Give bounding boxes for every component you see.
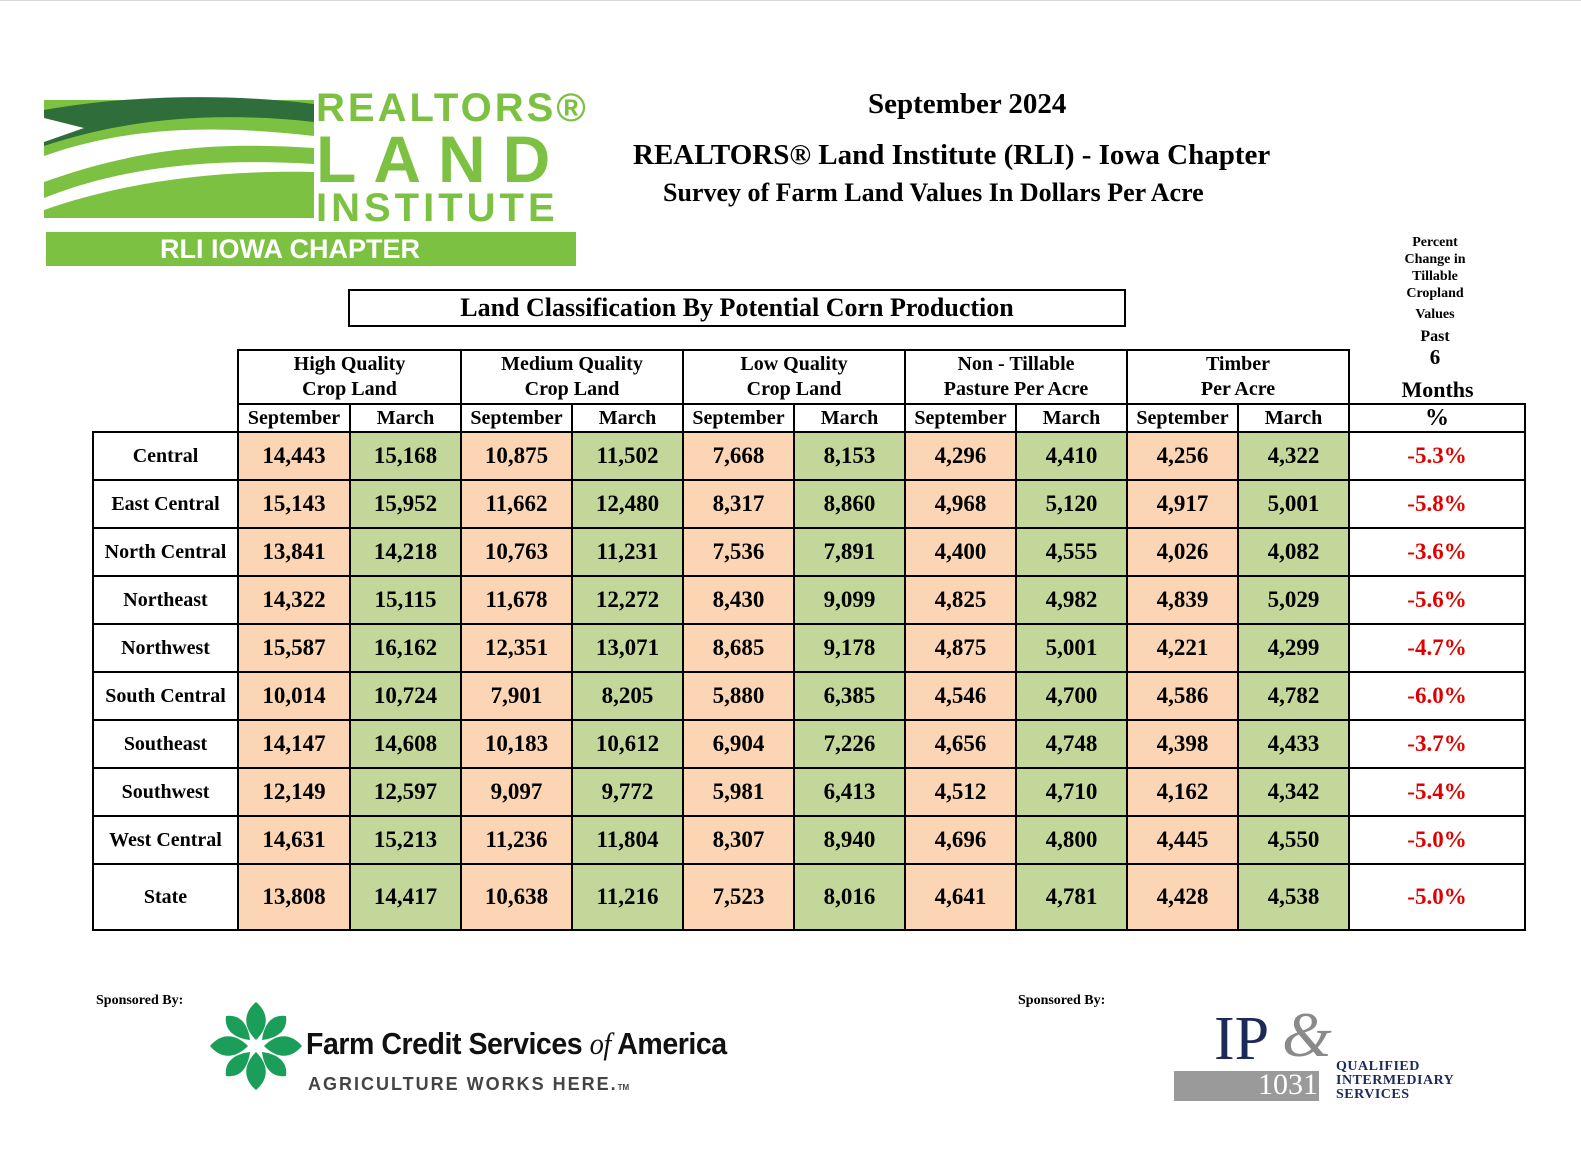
september-value: 11,678: [461, 576, 572, 624]
march-value: 4,555: [1016, 528, 1127, 576]
september-value: 4,696: [905, 816, 1016, 864]
top-divider: [0, 0, 1581, 1]
march-value: 11,804: [572, 816, 683, 864]
september-value: 5,981: [683, 768, 794, 816]
table-row: [93, 576, 1525, 624]
percent-change-value: -3.6%: [1349, 528, 1525, 576]
sponsor-label-right: Sponsored By:: [1018, 993, 1106, 1008]
september-value: 8,307: [683, 816, 794, 864]
farm-credit-services-logo: [208, 998, 728, 1098]
september-value: 4,875: [905, 624, 1016, 672]
percent-change-value: -5.0%: [1349, 864, 1525, 930]
september-value: 8,317: [683, 480, 794, 528]
region-name: West Central: [93, 816, 238, 864]
march-value: 4,800: [1016, 816, 1127, 864]
march-value: 11,502: [572, 432, 683, 480]
march-value: 4,550: [1238, 816, 1349, 864]
march-value: 7,226: [794, 720, 905, 768]
march-value: 15,168: [350, 432, 461, 480]
september-value: 7,901: [461, 672, 572, 720]
march-value: 4,299: [1238, 624, 1349, 672]
september-value: 15,587: [238, 624, 350, 672]
ipe-number: 1031: [1258, 1068, 1318, 1101]
september-value: 6,904: [683, 720, 794, 768]
percent-change-value: -5.6%: [1349, 576, 1525, 624]
march-value: 16,162: [350, 624, 461, 672]
group-header-non-tillable: Non - Tillable Pasture Per Acre: [905, 350, 1127, 404]
september-value: 8,430: [683, 576, 794, 624]
march-value: 6,413: [794, 768, 905, 816]
table-row: [93, 816, 1525, 864]
september-value: 10,014: [238, 672, 350, 720]
ipe-1031-logo: [1174, 999, 1474, 1104]
table-row: [93, 480, 1525, 528]
march-value: 8,153: [794, 432, 905, 480]
report-date: September 2024: [868, 88, 1067, 120]
region-name: Northwest: [93, 624, 238, 672]
fcs-tagline: AGRICULTURE WORKS HERE.TM: [308, 1074, 630, 1094]
percent-change-value: -5.4%: [1349, 768, 1525, 816]
september-value: 11,662: [461, 480, 572, 528]
march-value: 4,982: [1016, 576, 1127, 624]
september-value: 4,917: [1127, 480, 1238, 528]
march-value: 8,860: [794, 480, 905, 528]
pct-head-line: Cropland: [1406, 286, 1464, 301]
percent-change-value: -6.0%: [1349, 672, 1525, 720]
table-row: [93, 624, 1525, 672]
march-value: 4,782: [1238, 672, 1349, 720]
september-value: 11,236: [461, 816, 572, 864]
september-value: 8,685: [683, 624, 794, 672]
subheader-march: March: [1238, 404, 1349, 432]
table-row: [93, 528, 1525, 576]
september-value: 14,147: [238, 720, 350, 768]
table-row: [93, 768, 1525, 816]
september-value: 4,656: [905, 720, 1016, 768]
table-row: [93, 432, 1525, 480]
september-value: 4,546: [905, 672, 1016, 720]
logo-realtors-text: REALTORS®: [316, 86, 589, 130]
subheader-september: September: [238, 404, 350, 432]
subheader-march: March: [1016, 404, 1127, 432]
march-value: 10,724: [350, 672, 461, 720]
march-value: 15,213: [350, 816, 461, 864]
march-value: 12,272: [572, 576, 683, 624]
land-values-table: [92, 349, 1526, 931]
march-value: 13,071: [572, 624, 683, 672]
september-value: 4,512: [905, 768, 1016, 816]
march-value: 4,748: [1016, 720, 1127, 768]
subheader-september: September: [683, 404, 794, 432]
september-value: 4,641: [905, 864, 1016, 930]
september-value: 7,523: [683, 864, 794, 930]
september-value: 4,162: [1127, 768, 1238, 816]
march-value: 4,538: [1238, 864, 1349, 930]
classification-title: Land Classification By Potential Corn Production: [348, 289, 1126, 327]
september-value: 10,875: [461, 432, 572, 480]
percent-change-value: -4.7%: [1349, 624, 1525, 672]
september-value: 12,149: [238, 768, 350, 816]
march-value: 5,120: [1016, 480, 1127, 528]
september-value: 15,143: [238, 480, 350, 528]
march-value: 4,781: [1016, 864, 1127, 930]
field-graphic-icon: [44, 86, 314, 231]
subheader-percent: %: [1349, 404, 1525, 432]
percent-change-value: -3.7%: [1349, 720, 1525, 768]
region-name: Southwest: [93, 768, 238, 816]
march-value: 8,016: [794, 864, 905, 930]
fcs-name: Farm Credit Services of America: [306, 1026, 727, 1061]
march-value: 14,608: [350, 720, 461, 768]
region-name: South Central: [93, 672, 238, 720]
region-name: North Central: [93, 528, 238, 576]
september-value: 13,841: [238, 528, 350, 576]
rli-iowa-logo: [44, 86, 594, 271]
march-value: 7,891: [794, 528, 905, 576]
logo-institute-text: INSTITUTE: [316, 186, 559, 230]
march-value: 4,410: [1016, 432, 1127, 480]
september-value: 4,400: [905, 528, 1016, 576]
march-value: 5,001: [1238, 480, 1349, 528]
september-value: 4,839: [1127, 576, 1238, 624]
group-header-timber: Timber Per Acre: [1127, 350, 1349, 404]
march-value: 4,342: [1238, 768, 1349, 816]
table-row: [93, 720, 1525, 768]
subheader-september: September: [905, 404, 1016, 432]
logo-land-text: LAND: [316, 122, 568, 196]
fcs-leaf-icon: [208, 998, 304, 1094]
pct-head-line: Percent: [1412, 235, 1458, 250]
september-value: 4,825: [905, 576, 1016, 624]
september-value: 4,428: [1127, 864, 1238, 930]
march-value: 6,385: [794, 672, 905, 720]
march-value: 8,205: [572, 672, 683, 720]
report-subtitle: Survey of Farm Land Values In Dollars Per Acre: [663, 178, 1204, 207]
march-value: 4,433: [1238, 720, 1349, 768]
ipe-description: QUALIFIED INTERMEDIARY SERVICES: [1336, 1059, 1455, 1102]
region-name: Southeast: [93, 720, 238, 768]
percent-change-value: -5.0%: [1349, 816, 1525, 864]
march-value: 4,700: [1016, 672, 1127, 720]
table-row: [93, 672, 1525, 720]
pct-head-line: Change in: [1404, 252, 1466, 267]
september-value: 4,026: [1127, 528, 1238, 576]
march-value: 4,322: [1238, 432, 1349, 480]
group-header-low-quality: Low Quality Crop Land: [683, 350, 905, 404]
group-header-high-quality: High Quality Crop Land: [238, 350, 461, 404]
region-name: Northeast: [93, 576, 238, 624]
march-value: 10,612: [572, 720, 683, 768]
september-value: 10,638: [461, 864, 572, 930]
march-value: 9,772: [572, 768, 683, 816]
subheader-march: March: [350, 404, 461, 432]
september-value: 7,536: [683, 528, 794, 576]
march-value: 4,082: [1238, 528, 1349, 576]
pct-head-line: 6: [1429, 345, 1441, 369]
september-value: 7,668: [683, 432, 794, 480]
march-value: 5,029: [1238, 576, 1349, 624]
september-value: 5,880: [683, 672, 794, 720]
september-value: 4,398: [1127, 720, 1238, 768]
report-organization: REALTORS® Land Institute (RLI) - Iowa Chapter: [633, 139, 1271, 171]
march-value: 4,710: [1016, 768, 1127, 816]
september-value: 14,322: [238, 576, 350, 624]
september-value: 9,097: [461, 768, 572, 816]
group-header-medium-quality: Medium Quality Crop Land: [461, 350, 683, 404]
pct-head-line: Past: [1420, 328, 1450, 345]
pct-head-line: Values: [1415, 307, 1455, 322]
march-value: 12,597: [350, 768, 461, 816]
march-value: 14,417: [350, 864, 461, 930]
ipe-letters: IP: [1214, 1005, 1270, 1073]
march-value: 11,231: [572, 528, 683, 576]
september-value: 10,763: [461, 528, 572, 576]
march-value: 11,216: [572, 864, 683, 930]
march-value: 9,178: [794, 624, 905, 672]
table-body: [93, 432, 1525, 930]
sponsor-label-left: Sponsored By:: [96, 993, 184, 1008]
september-value: 4,256: [1127, 432, 1238, 480]
table-row: [93, 864, 1525, 930]
pct-head-line: Tillable: [1412, 269, 1458, 284]
march-value: 8,940: [794, 816, 905, 864]
logo-chapter-band: RLI IOWA CHAPTER: [46, 232, 576, 266]
march-value: 9,099: [794, 576, 905, 624]
march-value: 5,001: [1016, 624, 1127, 672]
percent-change-value: -5.8%: [1349, 480, 1525, 528]
march-value: 15,952: [350, 480, 461, 528]
subheader-march: March: [794, 404, 905, 432]
subheader-september: September: [1127, 404, 1238, 432]
march-value: 15,115: [350, 576, 461, 624]
september-value: 14,443: [238, 432, 350, 480]
september-value: 14,631: [238, 816, 350, 864]
september-value: 4,586: [1127, 672, 1238, 720]
september-value: 4,968: [905, 480, 1016, 528]
september-value: 10,183: [461, 720, 572, 768]
september-value: 4,221: [1127, 624, 1238, 672]
pct-months-label: Months: [1401, 377, 1474, 402]
march-value: 12,480: [572, 480, 683, 528]
september-value: 13,808: [238, 864, 350, 930]
region-name: State: [93, 864, 238, 930]
september-value: 4,445: [1127, 816, 1238, 864]
september-value: 4,296: [905, 432, 1016, 480]
september-value: 12,351: [461, 624, 572, 672]
region-name: East Central: [93, 480, 238, 528]
percent-change-value: -5.3%: [1349, 432, 1525, 480]
corner-blank: [93, 350, 238, 432]
region-name: Central: [93, 432, 238, 480]
subheader-march: March: [572, 404, 683, 432]
march-value: 14,218: [350, 528, 461, 576]
ipe-ampersand: &: [1282, 999, 1332, 1070]
subheader-september: September: [461, 404, 572, 432]
